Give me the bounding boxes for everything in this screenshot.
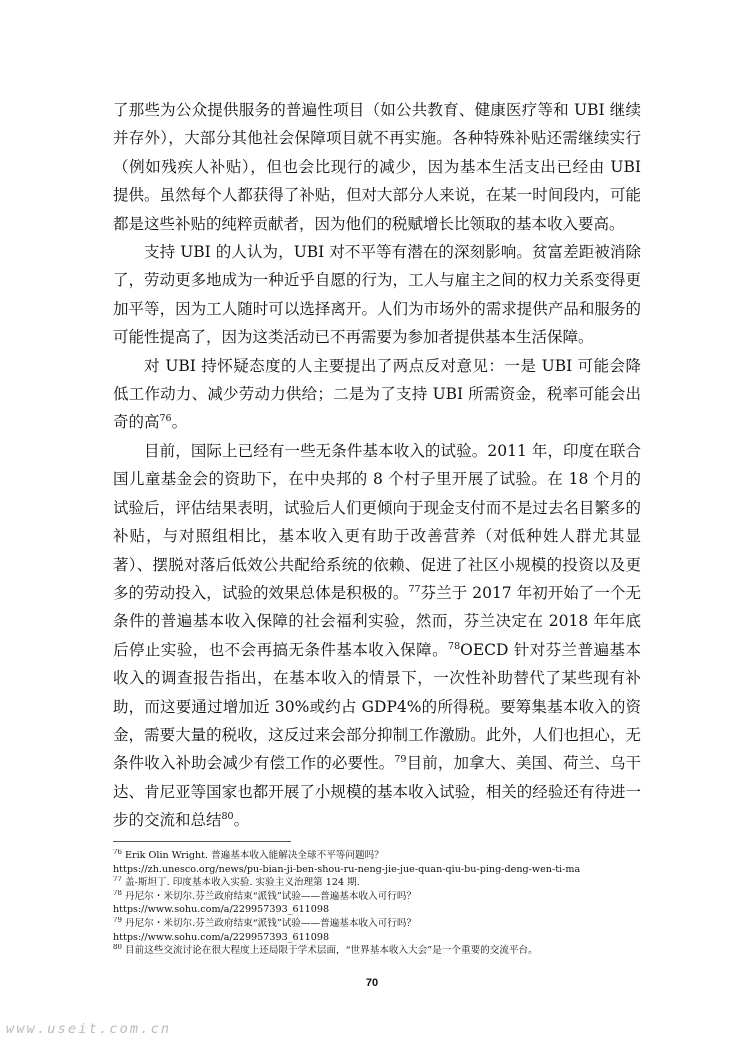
footnote-ref-79[interactable]: 79: [394, 754, 407, 766]
footnote-ref-80[interactable]: 80: [221, 811, 234, 822]
footnotes: [113, 849, 641, 958]
footnote-number: 78: [113, 889, 122, 897]
paragraph-4: [113, 437, 641, 835]
paragraph-4-text-b: 芬兰于 2017 年初开始了一个无条件的普遍基本收入保障的社会福利实验，然而，芬兰决定在 2018 年年底后停止实验，也不会再搞无条件基本收入保障。: [113, 583, 641, 659]
footnote-text: 丹尼尔・米切尔.芬兰政府结束“派钱”试验——普遍基本收入可行吗？: [124, 890, 417, 902]
paragraph-4-end: 。: [233, 811, 250, 830]
footnote-79: [113, 917, 641, 931]
footnote-78-url[interactable]: [113, 903, 641, 917]
paragraph-3: [113, 352, 641, 437]
footnote-text: 盖-斯坦丁. 印度基本收入实验. 实验主义治理第 124 期.: [124, 877, 360, 889]
footnote-ref-77[interactable]: 77: [408, 583, 421, 595]
paragraph-4-text-d: 目前，加拿大、美国、荷兰、乌干达、肯尼亚等国家也都开展了小规模的基本收入试验，相关的经验还有待进一步的交流和总结: [113, 754, 641, 830]
footnote-link[interactable]: https://www.sohu.com/a/229957393_611098: [113, 904, 330, 916]
footnote-number: 77: [113, 876, 122, 883]
footnote-link[interactable]: https://www.sohu.com/a/229957393_611098: [113, 931, 330, 943]
footnote-79-url[interactable]: [113, 931, 641, 945]
body-text: [113, 96, 641, 835]
paragraph-3-end: 。: [171, 413, 188, 432]
footnote-text: 丹尼尔・米切尔.芬兰政府结束“派钱”试验——普遍基本收入可行吗？: [124, 917, 417, 929]
paragraph-2: [113, 238, 641, 352]
footnote-link[interactable]: https://zh.unesco.org/news/pu-bian-ji-ben-shou-ru-neng-jie-jue-quan-qiu-bu-ping-deng-wen-ti-ma: [113, 863, 581, 875]
footnote-text: Erik Olin Wright. 普遍基本收入能解决全球不平等问题吗？: [124, 850, 384, 861]
paragraph-4-text-c: OECD 针对芬兰普遍基本收入的调查报告指出，在基本收入的情景下，一次性补助替代了某些现有补助，而这要通过增加近 30%或约占 GDP4%的所得税。要筹集基本收入的资金，需要大量的税收，这反过来会部分抑制工作激励。此外，人们也担心，无条件收入补助会减少有偿工作的必要性。: [113, 640, 641, 773]
footnote-divider: [113, 841, 291, 842]
paragraph-1-text: 了那些为公众提供服务的普遍性项目（如公共教育、健康医疗等和 UBI 继续并存外），大部分其他社会保障项目就不再实施。各种特殊补贴还需继续实行（例如残疾人补贴），但也会比现行的减少，因为基本生活支出已经由 UBI 提供。虽然每个人都获得了补贴，但对大部分人来说，在某一时间段内，可能都是这些补贴的纯粹贡献者，因为他们的税赋增长比领取的基本收入要高。: [113, 101, 641, 233]
footnote-80: [113, 944, 641, 958]
paragraph-1: [113, 96, 641, 238]
footnote-text: 目前这些交流讨论在很大程度上还局限于学术层面，“世界基本收入大会”是一个重要的交流平台。: [124, 945, 538, 957]
footnote-78: [113, 890, 641, 904]
paragraph-2-text: 支持 UBI 的人认为，UBI 对不平等有潜在的深刻影响。贫富差距被消除了，劳动更多地成为一种近乎自愿的行为，工人与雇主之间的权力关系变得更加平等，因为工人随时可以选择离开。人们为市场外的需求提供产品和服务的可能性提高了，因为这类活动已不再需要为参加者提供基本生活保障。: [113, 243, 641, 347]
footnote-77: [113, 876, 641, 890]
footnote-ref-76[interactable]: 76: [159, 413, 172, 425]
watermark: www.useit.com.cn: [6, 1021, 172, 1037]
footnote-number: 80: [113, 944, 122, 951]
footnote-76-url[interactable]: [113, 863, 641, 877]
paragraph-4-text-a: 目前，国际上已经有一些无条件基本收入的试验。2011 年，印度在联合国儿童基金会的资助下，在中央邦的 8 个村子里开展了试验。在 18 个月的试验后，评估结果表明，试验后人们更倾向于现金支付而不是过去名目繁多的补贴，与对照组相比，基本收入更有助于改善营养（对低种姓人群尤其显著）、摆脱对落后低效公共配给系统的依赖、促进了社区小规模的投资以及更多的劳动投入，试验的效果总体是积极的。: [113, 441, 641, 602]
paragraph-3-text: 对 UBI 持怀疑态度的人主要提出了两点反对意见：一是 UBI 可能会降低工作动力、减少劳动力供给；二是为了支持 UBI 所需资金，税率可能会出奇的高: [113, 356, 641, 432]
footnote-76: [113, 849, 641, 863]
footnote-number: 79: [113, 916, 122, 924]
footnote-ref-78[interactable]: 78: [448, 640, 461, 652]
footnote-number: 76: [113, 849, 122, 856]
page-number: 70: [365, 977, 379, 989]
